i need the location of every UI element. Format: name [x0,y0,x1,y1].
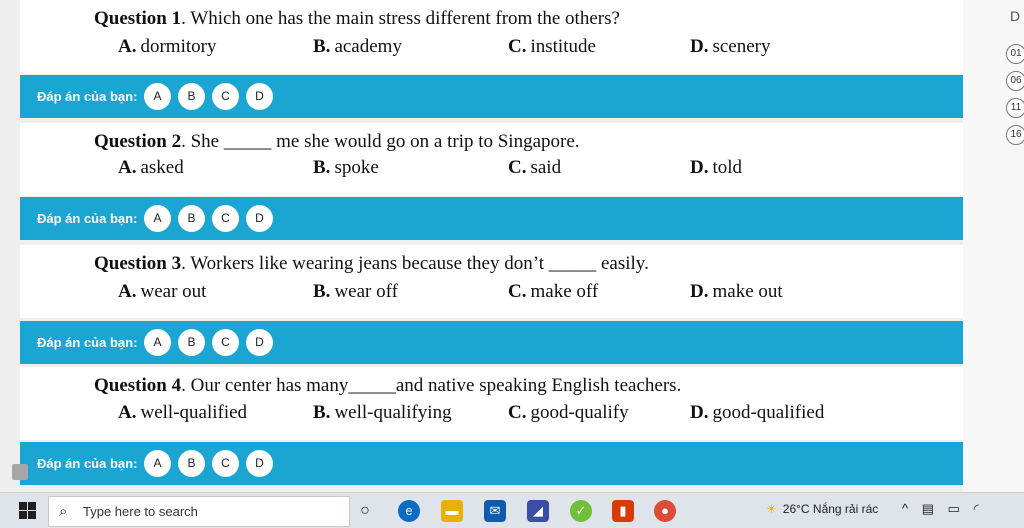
option-d: D. make out [690,281,783,302]
answer-choice-d[interactable]: D [246,83,273,110]
answer-choice-c[interactable]: C [212,205,239,232]
answer-choice-d[interactable]: D [246,329,273,356]
question-block-4 [20,367,963,440]
windows-start-icon[interactable] [19,502,36,519]
option-b: B. wear off [313,281,398,302]
option-a: A. dormitory [118,36,217,57]
question-text-2: Question 2. She _____ me she would go on a trip to Singapore. [94,131,580,152]
question-text-1: Question 1. Which one has the main stress different from the others? [94,8,620,29]
quiz-content [20,0,963,492]
weather-sun-icon: ☀ [766,502,777,516]
answer-choice-c[interactable]: C [212,83,239,110]
option-d: D. good-qualified [690,402,825,423]
answer-choice-b[interactable]: B [178,450,205,477]
nav-badge-16[interactable]: 16 [1006,125,1024,145]
answer-label: Đáp án của bạn: [37,335,138,350]
answer-choice-d[interactable]: D [246,205,273,232]
answer-choice-c[interactable]: C [212,329,239,356]
answer-label: Đáp án của bạn: [37,211,138,226]
question-options-3 [118,281,918,305]
app-icon-2[interactable]: ✓ [570,500,592,522]
wifi-icon[interactable]: ◜ [973,501,979,516]
search-placeholder: Type here to search [83,504,198,519]
option-b: B. academy [313,36,402,57]
edge-browser-icon[interactable]: e [398,500,420,522]
question-block-3 [20,245,963,318]
answer-choice-c[interactable]: C [212,450,239,477]
question-block-1 [20,0,963,74]
option-a: A. asked [118,157,184,178]
option-c: C. make off [508,281,599,302]
option-c: C. said [508,157,562,178]
chrome-icon[interactable]: ● [654,500,676,522]
question-options-4 [118,402,918,426]
nav-letter: D [1010,8,1021,24]
question-options-2 [118,157,918,181]
option-b: B. well-qualifying [313,402,452,423]
taskbar-search-box[interactable] [48,496,350,527]
nav-badge-06[interactable]: 06 [1006,71,1024,91]
answer-label: Đáp án của bạn: [37,456,138,471]
answer-bar-2 [20,197,963,240]
answer-choice-a[interactable]: A [144,83,171,110]
option-c: C. good-qualify [508,402,629,423]
search-icon: ⌕ [59,503,68,520]
answer-label: Đáp án của bạn: [37,89,138,104]
nav-badge-01[interactable]: 01 [1006,44,1024,64]
answer-choice-b[interactable]: B [178,329,205,356]
side-widget-icon[interactable] [12,464,28,480]
windows-taskbar [0,492,1024,528]
option-a: A. well-qualified [118,402,248,423]
question-text-3: Question 3. Workers like wearing jeans because they don’t _____ easily. [94,253,649,274]
network-icon[interactable]: ▤ [921,501,935,516]
answer-bar-1 [20,75,963,118]
weather-widget[interactable]: ☀ 26°C Nắng rải rác [766,502,879,516]
task-view-icon[interactable]: ○ [360,502,370,519]
option-b: B. spoke [313,157,379,178]
nav-badge-11[interactable]: 11 [1006,98,1024,118]
question-text-4: Question 4. Our center has many_____and native speaking English teachers. [94,375,682,396]
question-block-2 [20,123,963,196]
system-tray[interactable] [902,501,989,517]
option-a: A. wear out [118,281,207,302]
chevron-up-icon[interactable]: ^ [902,501,909,516]
option-d: D. told [690,157,743,178]
answer-choice-d[interactable]: D [246,450,273,477]
answer-choice-a[interactable]: A [144,450,171,477]
office-icon[interactable]: ▮ [612,500,634,522]
answer-bar-4 [20,442,963,485]
answer-choice-a[interactable]: A [144,329,171,356]
battery-icon[interactable]: ▭ [947,501,960,516]
option-c: C. institude [508,36,596,57]
answer-choice-b[interactable]: B [178,83,205,110]
file-explorer-icon[interactable]: ▬ [441,500,463,522]
mail-icon[interactable]: ✉ [484,500,506,522]
option-d: D. scenery [690,36,771,57]
answer-choice-a[interactable]: A [144,205,171,232]
question-options-1 [118,36,918,60]
app-icon[interactable]: ◢ [527,500,549,522]
answer-bar-3 [20,321,963,364]
answer-choice-b[interactable]: B [178,205,205,232]
